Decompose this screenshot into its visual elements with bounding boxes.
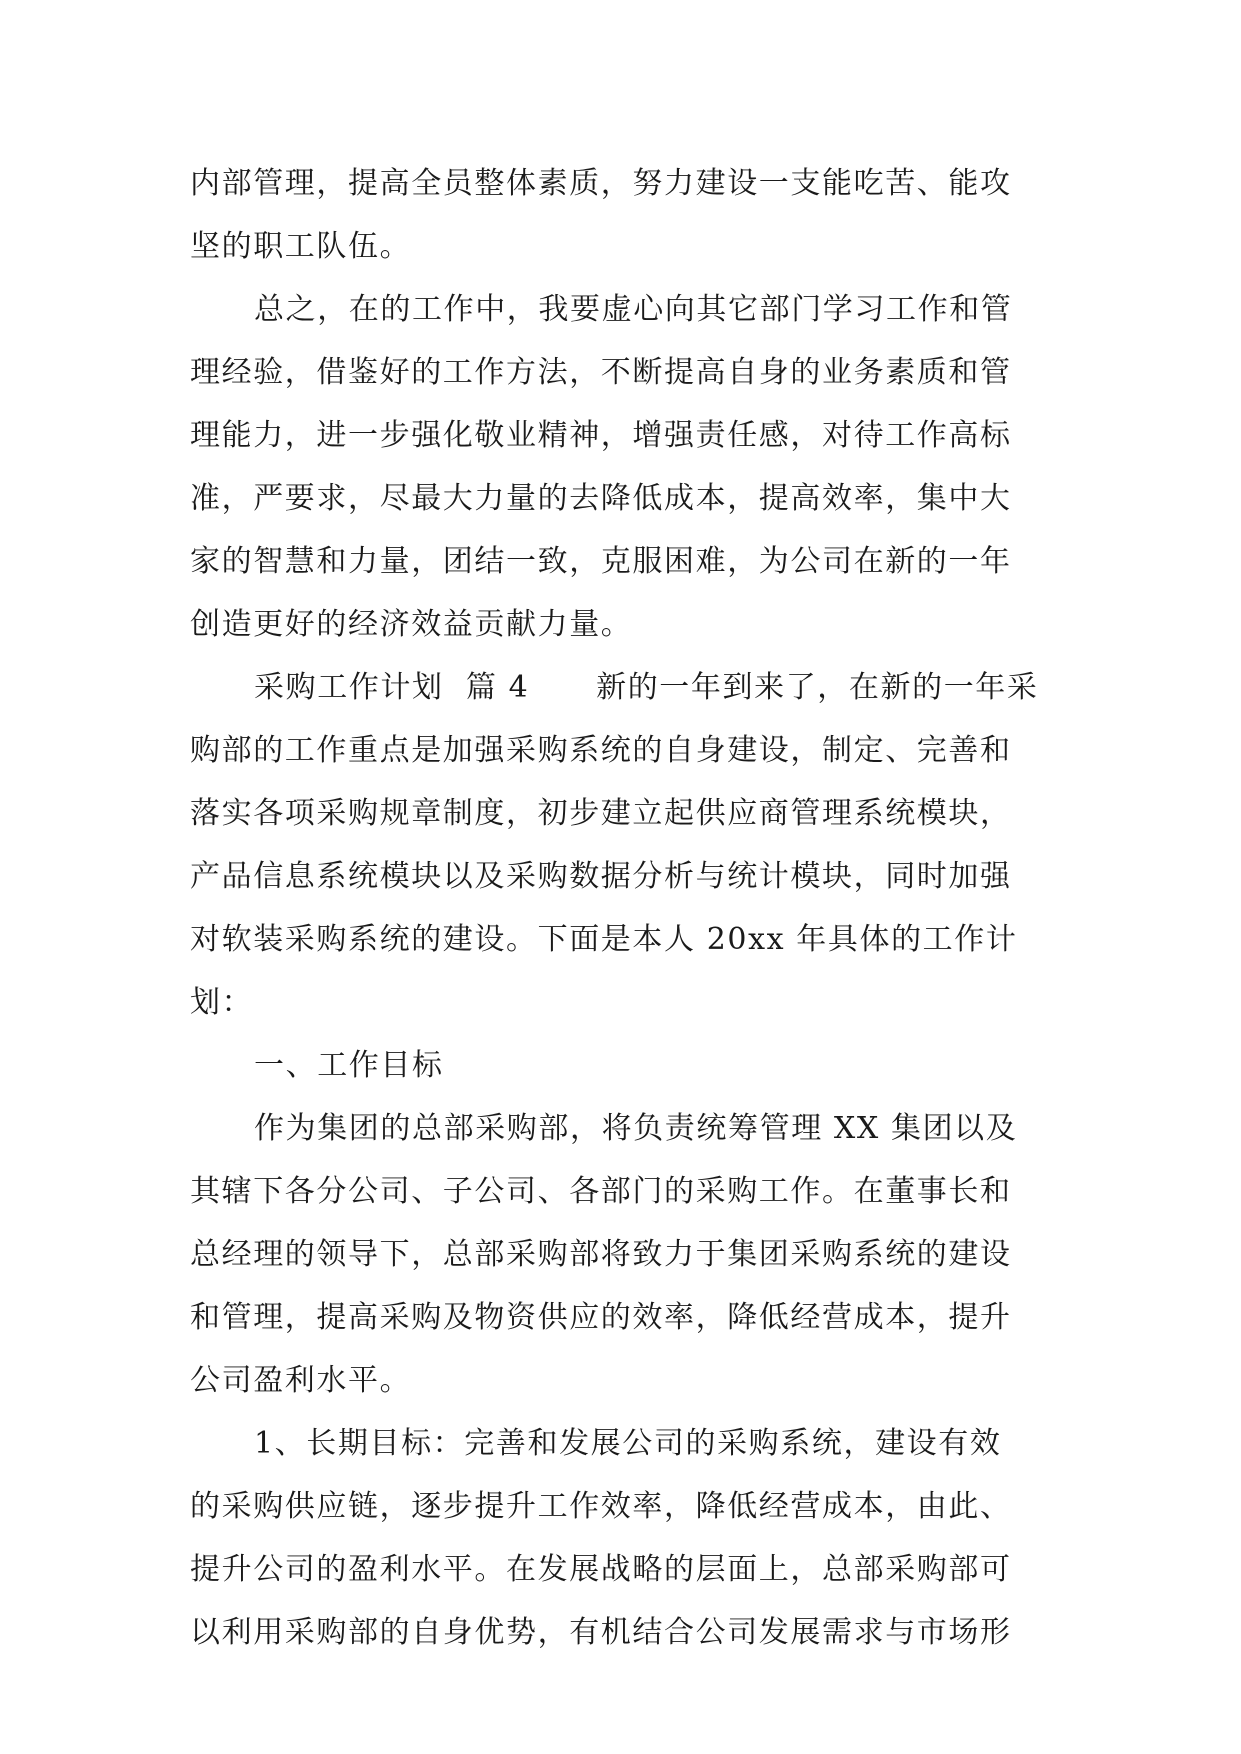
text-line: 的采购供应链，逐步提升工作效率，降低经营成本，由此、 <box>190 1489 1012 1524</box>
text-line: 内部管理，提高全员整体素质，努力建设一支能吃苦、能攻 <box>190 166 1012 201</box>
text-line: 总经理的领导下，总部采购部将致力于集团采购系统的建设 <box>190 1237 1012 1272</box>
paragraph-start: 1、长期目标：完善和发展公司的采购系统，建设有效 <box>254 1426 1002 1461</box>
text-line: 提升公司的盈利水平。在发展战略的层面上，总部采购部可 <box>190 1552 1012 1587</box>
paragraph-start: 总之，在的工作中，我要虚心向其它部门学习工作和管 <box>254 292 1013 327</box>
document-body <box>190 163 1050 1675</box>
section-heading-line: 采购工作计划 篇 4 新的一年到来了，在新的一年采 <box>254 670 1039 705</box>
text-line: 公司盈利水平。 <box>190 1363 412 1398</box>
text-line: 对软装采购系统的建设。下面是本人 20xx 年具体的工作计 <box>190 922 1018 957</box>
text-line: 创造更好的经济效益贡献力量。 <box>190 607 633 642</box>
text-line: 购部的工作重点是加强采购系统的自身建设，制定、完善和 <box>190 733 1012 768</box>
text-line: 理经验，借鉴好的工作方法，不断提高自身的业务素质和管 <box>190 355 1012 390</box>
text-line: 坚的职工队伍。 <box>190 229 412 264</box>
text-line: 准，严要求，尽最大力量的去降低成本，提高效率，集中大 <box>190 481 1012 516</box>
text-line: 以利用采购部的自身优势，有机结合公司发展需求与市场形 <box>190 1615 1012 1650</box>
subheading: 一、工作目标 <box>254 1048 444 1083</box>
text-line: 家的智慧和力量，团结一致，克服困难，为公司在新的一年 <box>190 544 1012 579</box>
text-line: 其辖下各分公司、子公司、各部门的采购工作。在董事长和 <box>190 1174 1012 1209</box>
text-line: 落实各项采购规章制度，初步建立起供应商管理系统模块， <box>190 796 1012 831</box>
text-line: 和管理，提高采购及物资供应的效率，降低经营成本，提升 <box>190 1300 1012 1335</box>
text-line: 划： <box>190 985 254 1020</box>
text-line: 产品信息系统模块以及采购数据分析与统计模块，同时加强 <box>190 859 1012 894</box>
paragraph-start: 作为集团的总部采购部，将负责统筹管理 XX 集团以及 <box>254 1111 1018 1146</box>
text-line: 理能力，进一步强化敬业精神，增强责任感，对待工作高标 <box>190 418 1012 453</box>
